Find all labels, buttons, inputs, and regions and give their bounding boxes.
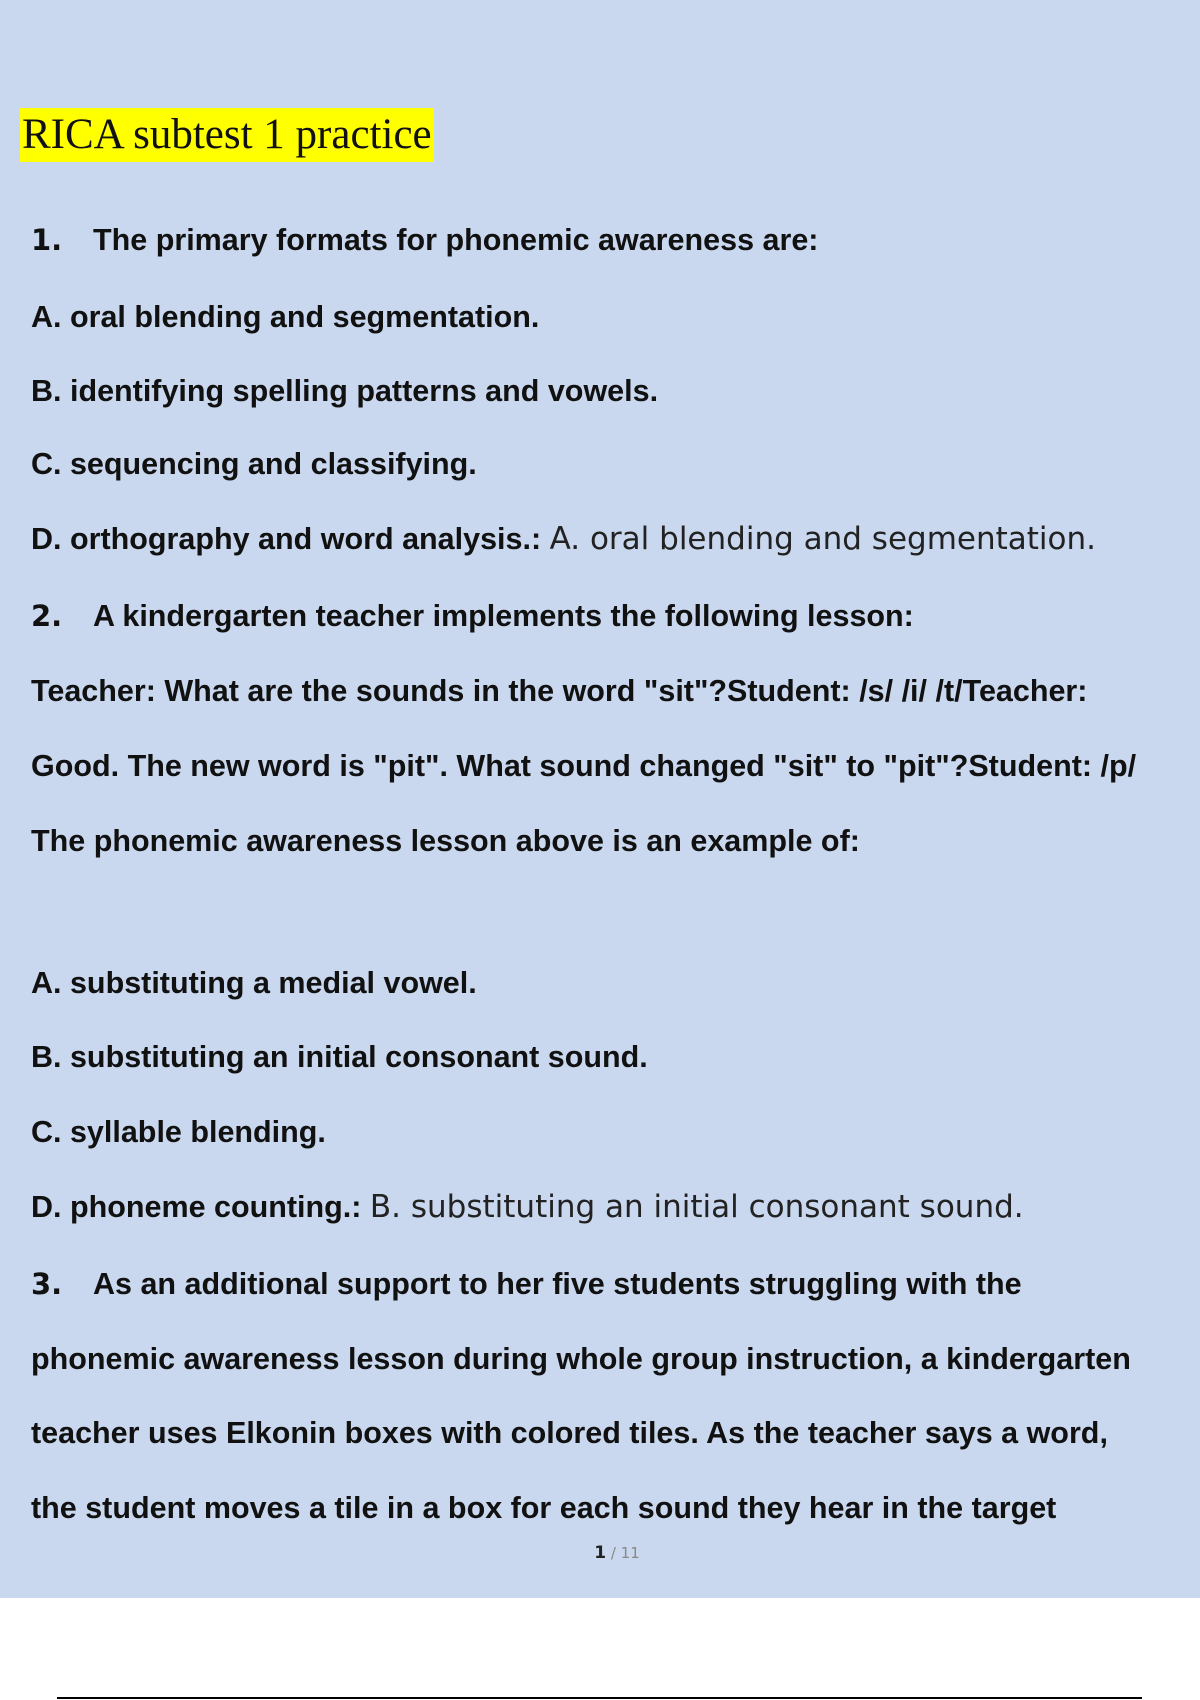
answer-option: C. sequencing and classifying. — [31, 447, 477, 481]
current-page: 1 — [594, 1543, 607, 1563]
footer-divider — [57, 1697, 1142, 1699]
question-body-line: Good. The new word is "pit". What sound changed "sit" to "pit"?Student: /p/ — [31, 749, 1137, 783]
question-3-stem-line — [31, 1264, 1022, 1304]
answer-key: A. oral blending and segmentation. — [549, 521, 1096, 557]
answer-option: D. orthography and word analysis.: — [31, 522, 542, 556]
question-body-line: the student moves a tile in a box for each sound they hear in the target — [31, 1491, 1057, 1525]
page-indicator — [0, 1543, 1200, 1563]
question-number: 3. — [31, 1267, 63, 1301]
page-separator: / — [606, 1544, 621, 1562]
answer-option: B. substituting an initial consonant sound. — [31, 1040, 648, 1074]
question-number: 1. — [31, 223, 63, 257]
question-body-line: teacher uses Elkonin boxes with colored tiles. As the teacher says a word, — [31, 1416, 1108, 1450]
answer-option: A. substituting a medial vowel. — [31, 966, 477, 1000]
document-title: RICA subtest 1 practice — [20, 108, 434, 162]
question-stem: As an additional support to her five students struggling with the — [93, 1267, 1022, 1301]
question-number: 2. — [31, 599, 63, 633]
question-stem: The primary formats for phonemic awareness are: — [93, 223, 819, 257]
question-body-line: The phonemic awareness lesson above is an example of: — [31, 824, 860, 858]
question-body-line: phonemic awareness lesson during whole group instruction, a kindergarten — [31, 1342, 1131, 1376]
question-stem: A kindergarten teacher implements the following lesson: — [93, 599, 914, 633]
answer-option: A. oral blending and segmentation. — [31, 300, 540, 334]
question-2-stem-line — [31, 596, 914, 636]
answer-option: C. syllable blending. — [31, 1115, 326, 1149]
answer-option-with-key — [31, 1187, 1024, 1227]
question-body-line: Teacher: What are the sounds in the word "sit"?Student: /s/ /i/ /t/Teacher: — [31, 674, 1088, 708]
total-pages: 11 — [620, 1544, 640, 1562]
answer-option: D. phoneme counting.: — [31, 1190, 362, 1224]
question-1-stem-line — [31, 220, 818, 260]
answer-option: B. identifying spelling patterns and vowels. — [31, 374, 659, 408]
answer-key: B. substituting an initial consonant sound. — [369, 1189, 1024, 1225]
answer-option-with-key — [31, 519, 1096, 559]
